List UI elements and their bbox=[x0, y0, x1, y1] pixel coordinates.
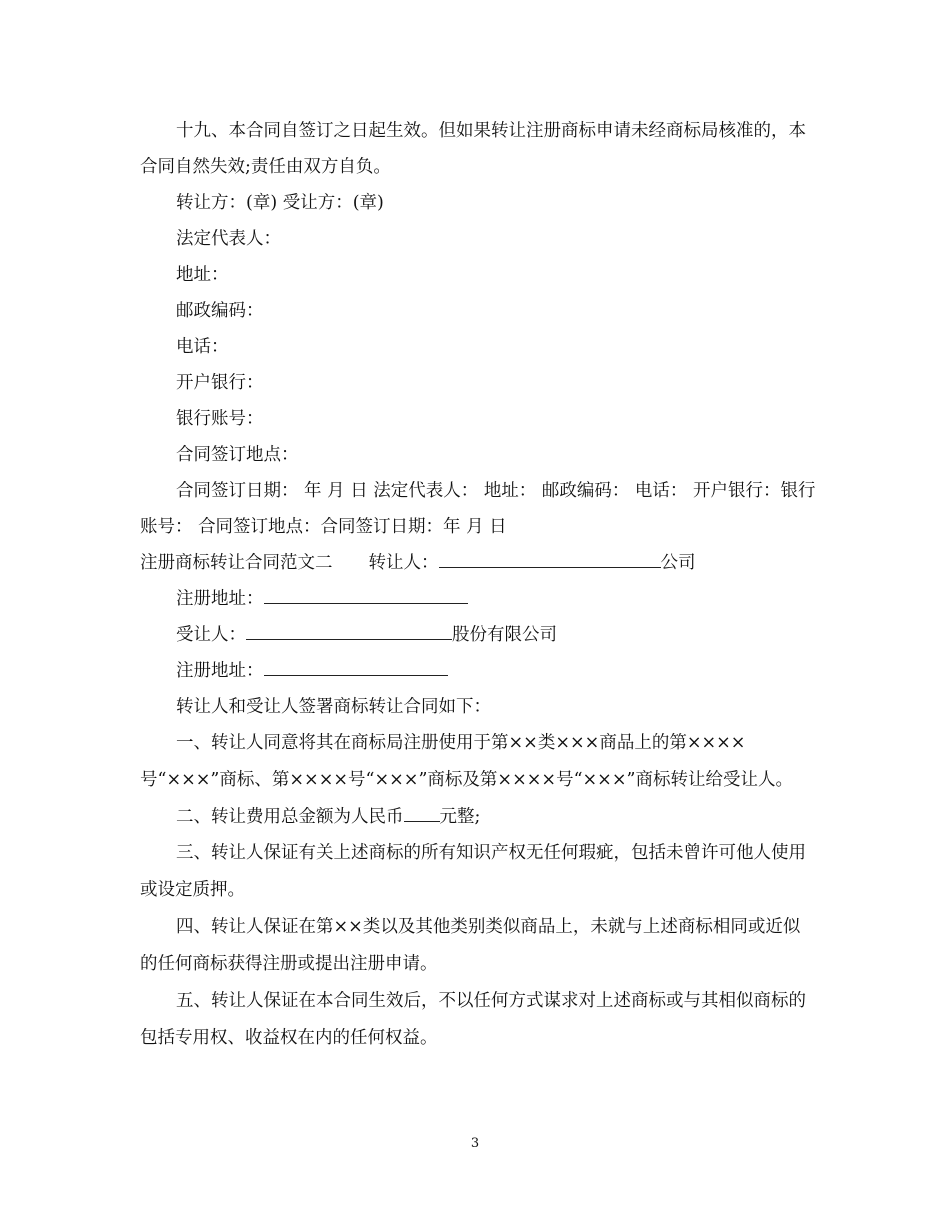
reg-address-label-2: 注册地址： bbox=[176, 661, 264, 681]
account-line: 银行账号： bbox=[176, 409, 264, 429]
phone-line: 电话： bbox=[176, 337, 229, 357]
clause-4: 四、转让人保证在第××类以及其他类别类似商品上，未就与上述商标相同或近似的任何商标获得注册或提出注册申请。 bbox=[140, 917, 801, 974]
transferor-blank bbox=[439, 547, 661, 568]
reg-address-label-1: 注册地址： bbox=[176, 589, 264, 609]
clause-2-prefix: 二、转让费用总金额为人民币 bbox=[176, 807, 404, 827]
document-body bbox=[140, 113, 816, 1057]
clause-19: 十九、本合同自签订之日起生效。但如果转让注册商标申请未经商标局核准的，本合同自然失效;责任由双方自负。 bbox=[140, 121, 806, 177]
transferor-label: 转让人： bbox=[368, 553, 439, 573]
address-line: 地址： bbox=[176, 265, 229, 285]
page-number: 3 bbox=[470, 1136, 480, 1151]
transferee-blank bbox=[246, 619, 452, 640]
legal-rep-line: 法定代表人： bbox=[176, 229, 281, 249]
clause-2 bbox=[140, 799, 816, 835]
sign-place-line: 合同签订地点： bbox=[176, 445, 299, 465]
signatories-line: 转让方：(章) 受让方：(章) bbox=[176, 193, 384, 213]
template2-heading-line bbox=[140, 545, 816, 581]
transferor-suffix: 公司 bbox=[660, 553, 696, 573]
reg-address-blank-2 bbox=[264, 655, 448, 676]
bank-line: 开户银行： bbox=[176, 373, 264, 393]
reg-address-line-2 bbox=[140, 653, 816, 689]
template2-title: 注册商标转让合同范文二 bbox=[140, 553, 333, 573]
intro-line: 转让人和受让人签署商标转让合同如下： bbox=[176, 697, 491, 717]
amount-blank bbox=[404, 801, 440, 822]
clause-1: 一、转让人同意将其在商标局注册使用于第××类×××商品上的第××××号“×××”商标、第××××号“×××”商标及第××××号“×××”商标转让给受让人。 bbox=[140, 733, 793, 790]
reg-address-blank-1 bbox=[264, 583, 468, 604]
transferee-suffix: 股份有限公司 bbox=[452, 625, 557, 645]
sign-date-block: 合同签订日期： 年 月 日 法定代表人： 地址： 邮政编码： 电话： 开户银行：银行账号： 合同签订地点：合同签订日期：年 月 日 bbox=[140, 481, 816, 537]
transferee-line bbox=[140, 617, 816, 653]
clause-2-suffix: 元整; bbox=[439, 807, 481, 827]
clause-3: 三、转让人保证有关上述商标的所有知识产权无任何瑕疵，包括未曾许可他人使用或设定质押。 bbox=[140, 843, 806, 900]
clause-5: 五、转让人保证在本合同生效后，不以任何方式谋求对上述商标或与其相似商标的包括专用权、收益权在内的任何权益。 bbox=[140, 991, 806, 1048]
postal-code-line: 邮政编码： bbox=[176, 301, 264, 321]
reg-address-line-1 bbox=[140, 581, 816, 617]
transferee-label: 受让人： bbox=[176, 625, 246, 645]
